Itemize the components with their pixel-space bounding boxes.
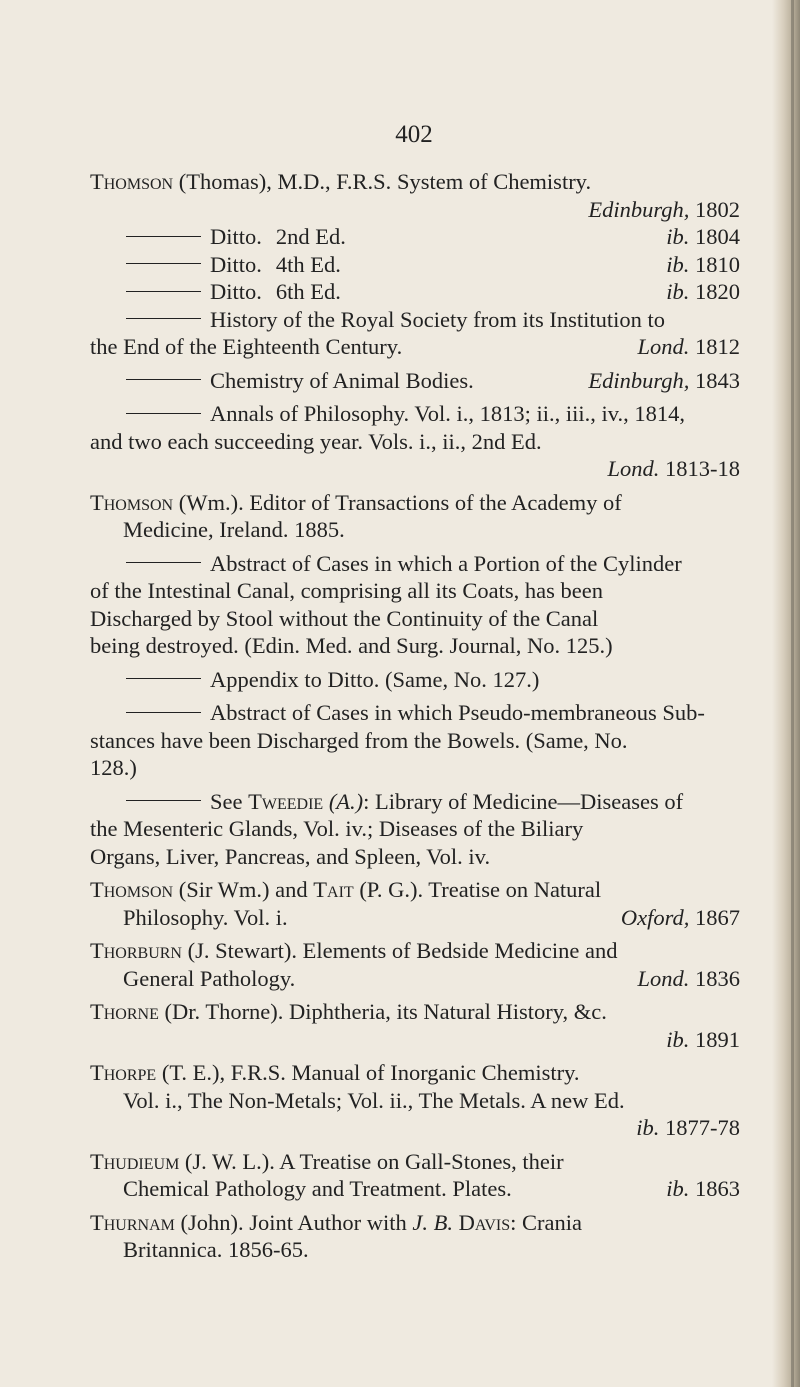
entry-thomson-thomas: Thomson (Thomas), M.D., F.R.S. System of Chemistry. Edinburgh, 1802 Ditto. 2nd Ed. ib. 1804 Ditto. 4th Ed. ib. 1810 Ditto. 6th Ed. ib. 1820 History of the Royal Society from its Institution to the End of the Eighteenth Century. Lond. 1812 Chemistry of Animal Bodies. Edinburgh, 1843 Annals of Philosophy. Vol. i., 1813; ii., iii., iv., 1814, and two each succeeding year. Vols. i., ii., 2nd Ed. Lond. 1813-18 bbox=[90, 169, 740, 481]
author-name: Thudieum bbox=[90, 1148, 180, 1174]
ditto-rule bbox=[126, 678, 201, 679]
page-number: 402 bbox=[395, 121, 433, 148]
entry-thomson-tait: Thomson (Sir Wm.) and Tait (P. G.). Treatise on Natural Philosophy. Vol. i. Oxford, 1867 bbox=[90, 877, 740, 930]
entry-thomson-wm: Thomson (Wm.). Editor of Transactions of the Academy of Medicine, Ireland. 1885. Abstract of Cases in which a Portion of the Cylinder of the Intestinal Canal, comprising all its Coats, has been Discharged by Stool without the Continuity of the Canal being destroyed. (Edin. Med. and Surg. Journal, No. 125.) Appendix to Ditto. (Same, No. 127.) Abstract of Cases in which Pseudo-membraneous Sub- stances have been Discharged from the Bowels. (Same, No. 128.) See Tweedie (A.): Library of Medicine—Diseases of the Mesenteric Glands, Vol. iv.; Diseases of the Biliary Organs, Liver, Pancreas, and Spleen, Vol. iv. bbox=[90, 489, 705, 869]
entry-thorpe: Thorpe (T. E.), F.R.S. Manual of Inorganic Chemistry. Vol. i., The Non-Metals; Vol. ii., The Metals. A new Ed. ib. 1877-78 bbox=[90, 1060, 740, 1140]
ditto-rule bbox=[126, 800, 201, 801]
entry-thudieum: Thudieum (J. W. L.). A Treatise on Gall-Stones, their Chemical Pathology and Treatment. Plates. ib. 1863 bbox=[90, 1148, 740, 1201]
author-name: Davis bbox=[458, 1209, 511, 1235]
author-name: Thomson bbox=[90, 489, 174, 515]
author-name: Tait bbox=[313, 877, 354, 902]
author-name: Thorburn bbox=[90, 938, 182, 963]
author-name: Thomson bbox=[90, 169, 174, 194]
page-edge-strip bbox=[791, 0, 794, 1387]
entry-thorne: Thorne (Dr. Thorne). Diphtheria, its Natural History, &c. ib. 1891 bbox=[90, 999, 740, 1052]
author-name: Thorne bbox=[90, 999, 159, 1024]
entry-thorburn: Thorburn (J. Stewart). Elements of Bedside Medicine and General Pathology. Lond. 1836 bbox=[90, 938, 740, 991]
author-name: Thorpe bbox=[90, 1060, 157, 1085]
ditto-rule bbox=[126, 379, 201, 380]
ditto-rule bbox=[126, 318, 201, 319]
ditto-rule bbox=[126, 236, 201, 237]
author-name: Thomson bbox=[90, 877, 174, 902]
page-edge-shadow bbox=[772, 0, 800, 1387]
ditto-rule bbox=[126, 712, 201, 713]
author-name: Thurnam bbox=[90, 1209, 175, 1235]
ditto-rule bbox=[126, 413, 201, 414]
ditto-rule bbox=[126, 562, 201, 563]
entry-thurnam: Thurnam (John). Joint Author with J. B. Davis: Crania Britannica. 1856-65. bbox=[90, 1209, 583, 1262]
ditto-rule bbox=[126, 291, 201, 292]
author-name: Tweedie bbox=[248, 788, 324, 814]
ditto-rule bbox=[126, 263, 201, 264]
bibliography-list bbox=[90, 168, 740, 1270]
